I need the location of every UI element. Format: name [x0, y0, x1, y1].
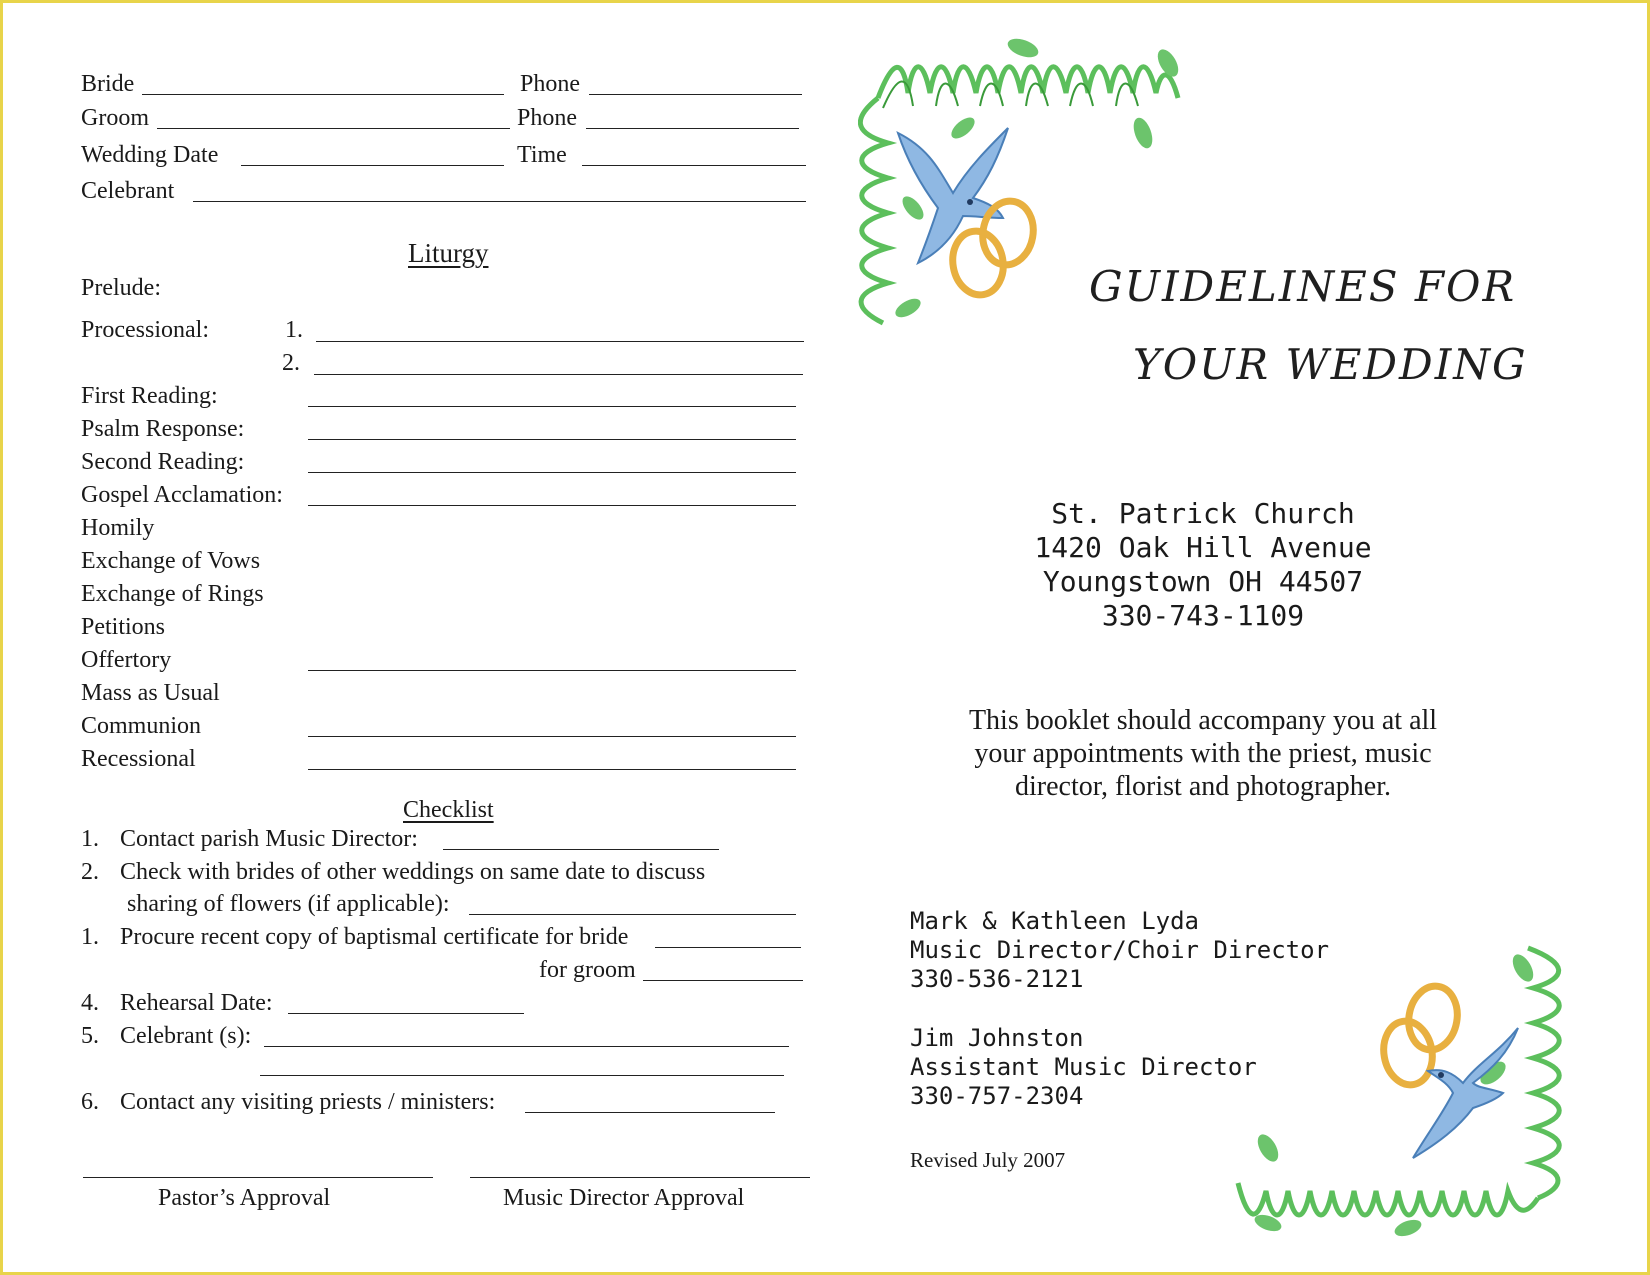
bride-field[interactable] [142, 94, 504, 95]
liturgy-item: Mass as Usual [81, 680, 220, 706]
booklet-note-line-1: This booklet should accompany you at all [968, 705, 1438, 736]
music-director-approval-label: Music Director Approval [503, 1185, 745, 1211]
liturgy-item: Exchange of Vows [81, 548, 261, 574]
liturgy-item: Recessional [81, 746, 196, 772]
booklet-page [3, 3, 1647, 1272]
celebrant-field[interactable] [193, 201, 806, 202]
prelude-label: Prelude: [81, 275, 161, 301]
time-label: Time [517, 142, 567, 168]
checklist-item: Procure recent copy of baptismal certificate for bride [120, 924, 629, 950]
pastor-signature-line[interactable] [83, 1177, 433, 1178]
checklist-item: Contact parish Music Director: [120, 826, 418, 852]
liturgy-item: Communion [81, 713, 202, 739]
checklist-heading: Checklist [403, 797, 494, 823]
checklist-number: 5. [81, 1023, 99, 1049]
checklist-item: Check with brides of other weddings on same date to discuss [120, 859, 706, 885]
music-director-field[interactable] [443, 849, 719, 850]
communion-field[interactable] [308, 736, 796, 737]
contact-2-name: Jim Johnston [910, 1024, 1084, 1052]
bride-certificate-field[interactable] [655, 947, 801, 948]
visiting-priests-field[interactable] [525, 1112, 775, 1113]
processional-number-1: 1. [285, 317, 303, 343]
liturgy-item: Second Reading: [81, 449, 245, 475]
groom-phone-label: Phone [517, 105, 577, 131]
contact-1-role: Music Director/Choir Director [910, 936, 1330, 964]
checklist-number: 1. [81, 924, 99, 950]
checklist-item-continued: sharing of flowers (if applicable): [127, 891, 450, 917]
checklist-number: 6. [81, 1089, 99, 1115]
celebrants-field-1[interactable] [264, 1046, 789, 1047]
second-reading-field[interactable] [308, 472, 796, 473]
contact-1-name: Mark & Kathleen Lyda [910, 907, 1199, 935]
bride-phone-label: Phone [520, 71, 580, 97]
bride-label: Bride [81, 71, 135, 97]
liturgy-item: First Reading: [81, 383, 218, 409]
time-field[interactable] [582, 165, 806, 166]
wedding-date-label: Wedding Date [81, 142, 219, 168]
checklist-item: Celebrant (s): [120, 1023, 252, 1049]
psalm-response-field[interactable] [308, 439, 796, 440]
offertory-field[interactable] [308, 670, 796, 671]
church-phone: 330-743-1109 [1101, 599, 1305, 632]
groom-field[interactable] [157, 128, 510, 129]
dove-rings-vine-ornament-bottom-icon [1228, 933, 1588, 1243]
revised-date: Revised July 2007 [910, 1148, 1066, 1172]
checklist-number: 1. [81, 826, 99, 852]
booklet-note-line-2: your appointments with the priest, music [974, 738, 1432, 769]
celebrants-field-2[interactable] [260, 1075, 784, 1076]
checklist-number: 2. [81, 859, 99, 885]
processional-field-1[interactable] [316, 341, 804, 342]
liturgy-item: Homily [81, 515, 155, 541]
church-name: St. Patrick Church [1051, 497, 1355, 530]
celebrant-label: Celebrant [81, 178, 175, 204]
groom-certificate-field[interactable] [643, 980, 803, 981]
liturgy-item: Psalm Response: [81, 416, 245, 442]
liturgy-item: Petitions [81, 614, 166, 640]
liturgy-item: Gospel Acclamation: [81, 482, 283, 508]
cover-title-line-2: YOUR WEDDING [1133, 340, 1528, 389]
gospel-acclamation-field[interactable] [308, 505, 796, 506]
checklist-item-continued: for groom [539, 957, 636, 983]
liturgy-heading: Liturgy [408, 238, 489, 268]
rehearsal-date-field[interactable] [288, 1013, 524, 1014]
checklist-item: Contact any visiting priests / ministers: [120, 1089, 496, 1115]
music-director-signature-line[interactable] [470, 1177, 810, 1178]
booklet-note-line-3: director, florist and photographer. [1015, 771, 1391, 802]
church-city: Youngstown OH 44507 [1042, 565, 1364, 598]
flowers-field[interactable] [469, 914, 796, 915]
first-reading-field[interactable] [308, 406, 796, 407]
contact-2-phone: 330-757-2304 [910, 1082, 1084, 1110]
liturgy-item: Exchange of Rings [81, 581, 264, 607]
checklist-item: Rehearsal Date: [120, 990, 273, 1016]
bride-phone-field[interactable] [589, 94, 802, 95]
liturgy-item: Offertory [81, 647, 172, 673]
church-street: 1420 Oak Hill Avenue [1034, 531, 1372, 564]
checklist-number: 4. [81, 990, 99, 1016]
recessional-field[interactable] [308, 769, 796, 770]
groom-phone-field[interactable] [586, 128, 799, 129]
cover-title-line-1: GUIDELINES FOR [1089, 262, 1517, 311]
processional-field-2[interactable] [314, 374, 803, 375]
contact-2-role: Assistant Music Director [910, 1053, 1257, 1081]
wedding-date-field[interactable] [241, 165, 504, 166]
contact-1-phone: 330-536-2121 [910, 965, 1084, 993]
processional-label: Processional: [81, 317, 209, 343]
groom-label: Groom [81, 105, 149, 131]
processional-number-2: 2. [282, 350, 300, 376]
pastor-approval-label: Pastor’s Approval [158, 1185, 331, 1211]
